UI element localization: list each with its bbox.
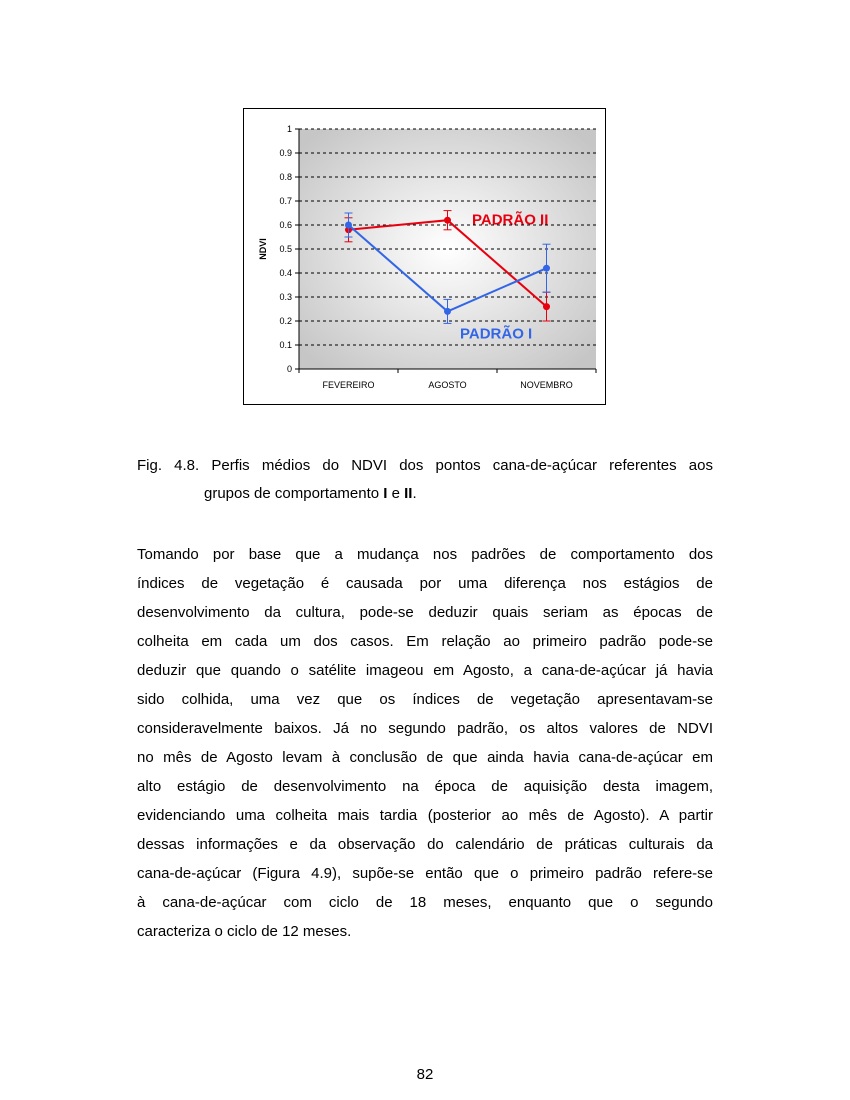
y-axis-title: NDVI (258, 238, 268, 260)
caption-line-1: Fig. 4.8. Perfis médios do NDVI dos pontos cana-de-açúcar referentes aos (137, 457, 713, 474)
paragraph-line: sido colhida, uma vez que os índices de vegetação apresentavam-se (137, 691, 713, 708)
y-tick-label: 0.3 (279, 292, 292, 302)
paragraph-line: à cana-de-açúcar com ciclo de 18 meses, enquanto que o segundo (137, 894, 713, 911)
caption-group-1: I (383, 485, 388, 502)
figure-caption (137, 452, 713, 508)
paragraph-line: dessas informações e da observação do calendário de práticas culturais da (137, 836, 713, 853)
data-point (543, 265, 550, 272)
caption-text: e (387, 485, 405, 502)
paragraph-line: caracteriza o ciclo de 12 meses. (137, 923, 352, 940)
series-label-padrao-i: PADRÃO I (460, 325, 533, 343)
paragraph-line: colheita em cada um dos casos. Em relação ao primeiro padrão pode-se (137, 633, 713, 650)
caption-text: grupos de comportamento (204, 485, 384, 502)
paragraph-line: desenvolvimento da cultura, pode-se deduzir quais seriam as épocas de (137, 604, 713, 621)
x-tick-label: AGOSTO (428, 380, 467, 390)
ndvi-chart-svg (244, 109, 607, 406)
y-tick-label: 0.4 (279, 268, 292, 278)
data-point (345, 222, 352, 229)
y-tick-label: 0 (286, 364, 292, 374)
caption-line-2 (137, 480, 713, 508)
paragraph-line: alto estágio de desenvolvimento na época de aquisição desta imagem, (137, 778, 713, 795)
paragraph-line: deduzir que quando o satélite imageou em Agosto, a cana-de-açúcar já havia (137, 662, 713, 679)
series-label-padrao-ii: PADRÃO II (472, 211, 549, 229)
y-tick-label: 0.7 (279, 196, 292, 206)
x-tick-label: FEVEREIRO (322, 380, 375, 390)
page-number: 82 (416, 1066, 434, 1083)
x-tick-label: NOVEMBRO (520, 380, 573, 390)
y-tick-label: 0.8 (279, 172, 292, 182)
paragraph-line: consideravelmente baixos. Já no segundo padrão, os altos valores de NDVI (137, 720, 713, 737)
paragraph-line: índices de vegetação é causada por uma diferença nos estágios de (137, 575, 713, 592)
y-tick-label: 0.1 (279, 340, 292, 350)
y-tick-label: 0.6 (279, 220, 292, 230)
y-tick-label: 1 (286, 124, 292, 134)
paragraph-line: no mês de Agosto levam à conclusão de que ainda havia cana-de-açúcar em (137, 749, 713, 766)
data-point (444, 217, 451, 224)
y-tick-label: 0.9 (279, 148, 292, 158)
ndvi-chart (243, 108, 606, 405)
paragraph-line: cana-de-açúcar (Figura 4.9), supõe-se então que o primeiro padrão refere-se (137, 865, 713, 882)
y-tick-label: 0.2 (279, 316, 292, 326)
y-tick-label: 0.5 (279, 244, 292, 254)
paragraph-line: evidenciando uma colheita mais tardia (posterior ao mês de Agosto). A partir (137, 807, 713, 824)
caption-text: . (412, 485, 417, 502)
body-paragraph (137, 540, 713, 946)
data-point (543, 303, 550, 310)
caption-group-2: II (404, 485, 413, 502)
paragraph-line: Tomando por base que a mudança nos padrões de comportamento dos (137, 546, 713, 563)
data-point (444, 308, 451, 315)
